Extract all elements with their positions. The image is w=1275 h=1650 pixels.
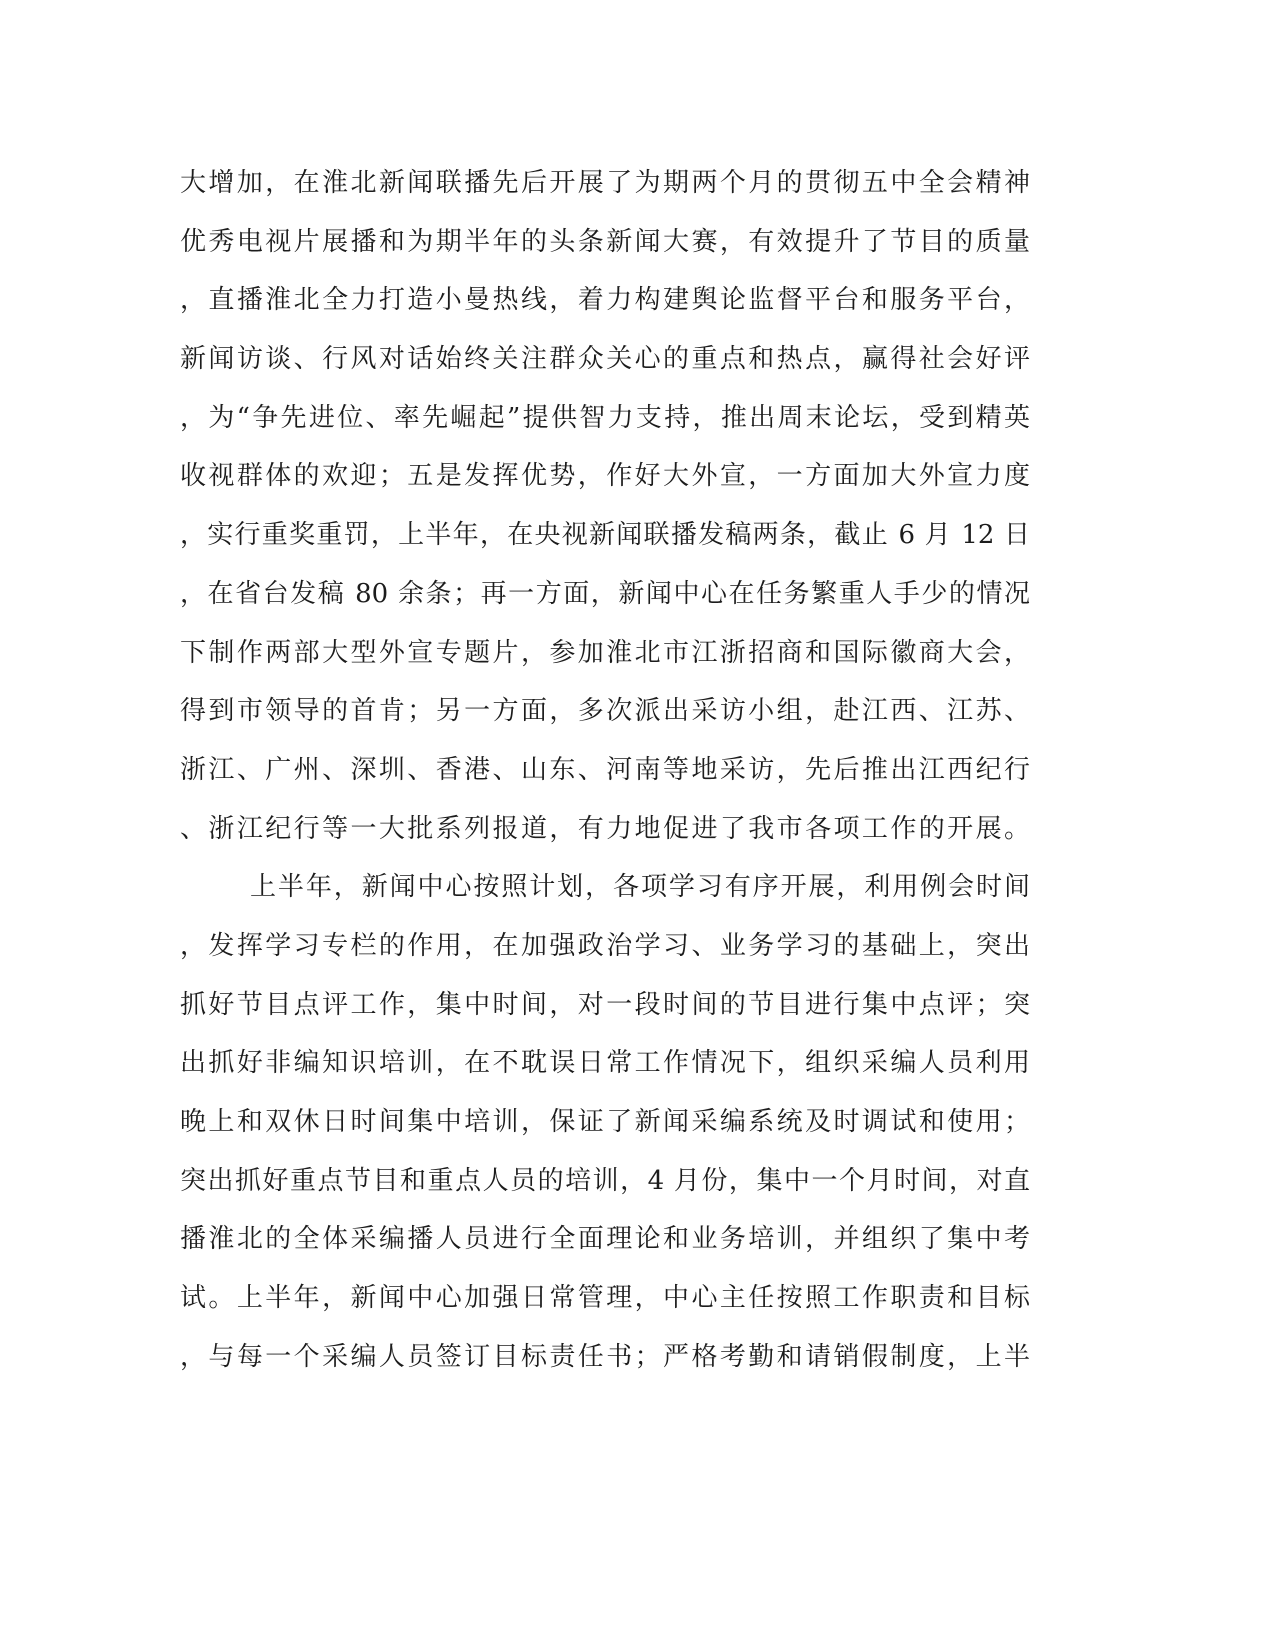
document-body — [180, 154, 1030, 1386]
text-line: 浙江、广州、深圳、香港、山东、河南等地采访，先后推出江西纪行 — [180, 754, 1030, 785]
text-line: 上半年，新闻中心按照计划，各项学习有序开展，利用例会时间 — [250, 872, 1030, 903]
text-line: 优秀电视片展播和为期半年的头条新闻大赛，有效提升了节目的质量 — [180, 226, 1030, 257]
text-line: 突出抓好重点节目和重点人员的培训，4 月份，集中一个月时间，对直 — [180, 1165, 1030, 1196]
paragraph-2 — [180, 858, 1030, 1386]
text-line: 新闻访谈、行风对话始终关注群众关心的重点和热点，赢得社会好评 — [180, 344, 1030, 375]
text-line: 播淮北的全体采编播人员进行全面理论和业务培训，并组织了集中考 — [180, 1224, 1030, 1255]
text-line: 收视群体的欢迎；五是发挥优势，作好大外宣，一方面加大外宣力度 — [180, 461, 1030, 492]
text-line: 得到市领导的首肯；另一方面，多次派出采访小组，赴江西、江苏、 — [180, 696, 1030, 727]
text-line: 晚上和双休日时间集中培训，保证了新闻采编系统及时调试和使用； — [180, 1107, 1030, 1137]
text-line: ，发挥学习专栏的作用，在加强政治学习、业务学习的基础上，突出 — [180, 930, 1030, 961]
text-line: ，与每一个采编人员签订目标责任书；严格考勤和请销假制度，上半 — [180, 1341, 1030, 1372]
text-line: 下制作两部大型外宣专题片，参加淮北市江浙招商和国际徽商大会， — [180, 637, 1030, 668]
text-line: ，在省台发稿 80 余条；再一方面，新闻中心在任务繁重人手少的情况 — [180, 578, 1030, 609]
paragraph-1 — [180, 154, 1030, 858]
text-line: ，直播淮北全力打造小曼热线，着力构建舆论监督平台和服务平台， — [180, 285, 1030, 316]
text-line: 抓好节目点评工作，集中时间，对一段时间的节目进行集中点评；突 — [180, 989, 1030, 1020]
text-line: 出抓好非编知识培训，在不耽误日常工作情况下，组织采编人员利用 — [180, 1048, 1030, 1079]
text-line: ，为“争先进位、率先崛起”提供智力支持，推出周末论坛，受到精英 — [180, 402, 1030, 433]
text-line: 、浙江纪行等一大批系列报道，有力地促进了我市各项工作的开展。 — [180, 813, 1030, 844]
text-line: 试。上半年，新闻中心加强日常管理，中心主任按照工作职责和目标 — [180, 1283, 1030, 1314]
text-line: 大增加，在淮北新闻联播先后开展了为期两个月的贯彻五中全会精神 — [180, 168, 1030, 198]
text-line: ，实行重奖重罚，上半年，在央视新闻联播发稿两条，截止 6 月 12 日 — [180, 520, 1030, 551]
